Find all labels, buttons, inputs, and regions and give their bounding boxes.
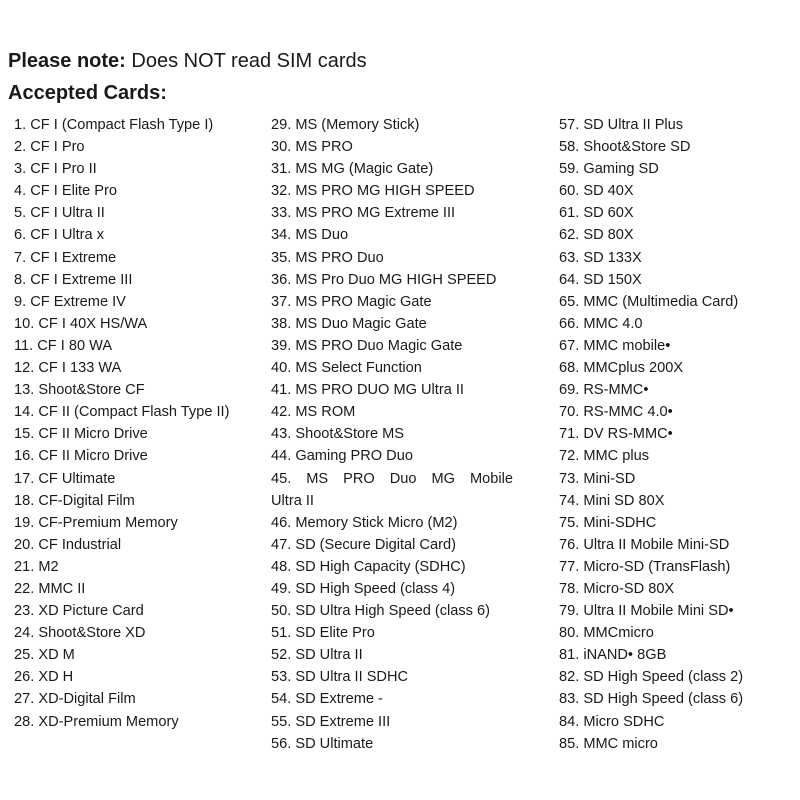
card-list-item: 5. CF I Ultra II xyxy=(14,205,105,222)
card-list-item: 51. SD Elite Pro xyxy=(271,625,375,642)
card-list-item: 69. RS-MMC• xyxy=(559,382,649,399)
card-list-item: 78. Micro-SD 80X xyxy=(559,580,675,597)
card-list-item: 84. Micro SDHC xyxy=(559,713,665,730)
card-list-item: 6. CF I Ultra x xyxy=(14,227,105,244)
card-list-item: 67. MMC mobile• xyxy=(559,337,671,354)
card-list-item: 65. MMC (Multimedia Card) xyxy=(559,293,739,310)
card-list-item: 59. Gaming SD xyxy=(559,161,659,178)
card-list-item: 48. SD High Capacity (SDHC) xyxy=(271,558,466,575)
card-list-item: 74. Mini SD 80X xyxy=(559,492,665,509)
card-list-item: 39. MS PRO Duo Magic Gate xyxy=(271,337,463,354)
card-list-item: 15. CF II Micro Drive xyxy=(14,426,148,443)
card-list-item: 4. CF I Elite Pro xyxy=(14,183,117,200)
card-list-item: 55. SD Extreme III xyxy=(271,713,391,730)
card-list-item: 85. MMC micro xyxy=(559,735,658,752)
card-list-item: 45. MS PRO Duo MG Mobile xyxy=(271,470,513,487)
card-list-item: 3. CF I Pro II xyxy=(14,161,97,178)
card-list-item: 66. MMC 4.0 xyxy=(559,315,643,332)
card-list-item: 53. SD Ultra II SDHC xyxy=(271,669,409,686)
card-list-item: 57. SD Ultra II Plus xyxy=(559,117,684,133)
card-list-item: 9. CF Extreme IV xyxy=(14,293,126,310)
card-list-item: 10. CF I 40X HS/WA xyxy=(14,315,148,332)
card-list-item: 62. SD 80X xyxy=(559,227,634,244)
card-list-item: 76. Ultra II Mobile Mini-SD xyxy=(559,536,730,553)
card-list-item: 79. Ultra II Mobile Mini SD• xyxy=(559,603,734,620)
card-list-item: 83. SD High Speed (class 6) xyxy=(559,691,744,708)
card-list-item: 29. MS (Memory Stick) xyxy=(271,117,420,133)
card-list-item: 64. SD 150X xyxy=(559,271,642,288)
card-list-column-2 xyxy=(271,114,521,755)
card-list-item: 36. MS Pro Duo MG HIGH SPEED xyxy=(271,271,497,288)
card-list-item: 16. CF II Micro Drive xyxy=(14,448,148,465)
card-list-item: 26. XD H xyxy=(14,669,74,686)
card-list-item: 77. Micro-SD (TransFlash) xyxy=(559,558,731,575)
card-list-item: 7. CF I Extreme xyxy=(14,249,117,266)
card-list-item: 24. Shoot&Store XD xyxy=(14,625,146,642)
card-list-item: 82. SD High Speed (class 2) xyxy=(559,669,744,686)
card-list-column-3 xyxy=(559,114,794,755)
card-list-item: 1. CF I (Compact Flash Type I) xyxy=(14,117,214,133)
card-list-item: 14. CF II (Compact Flash Type II) xyxy=(14,404,230,421)
card-list-item: 23. XD Picture Card xyxy=(14,603,144,620)
card-list-item: 46. Memory Stick Micro (M2) xyxy=(271,514,458,531)
card-list-item: 35. MS PRO Duo xyxy=(271,249,384,266)
card-list-item: 70. RS-MMC 4.0• xyxy=(559,404,673,421)
card-list-item: 44. Gaming PRO Duo xyxy=(271,448,413,465)
card-list-item: 61. SD 60X xyxy=(559,205,634,222)
card-list-item: 40. MS Select Function xyxy=(271,360,422,377)
card-list-item: 17. CF Ultimate xyxy=(14,470,116,487)
card-list-item: 71. DV RS-MMC• xyxy=(559,426,673,443)
card-list-item: 20. CF Industrial xyxy=(14,536,122,553)
card-list-item: 2. CF I Pro xyxy=(14,139,85,156)
card-list-item: 73. Mini-SD xyxy=(559,470,636,487)
card-list-item: 27. XD-Digital Film xyxy=(14,691,136,708)
card-list-item: 13. Shoot&Store CF xyxy=(14,382,145,399)
card-list-item: 68. MMCplus 200X xyxy=(559,360,684,377)
card-list-item: 50. SD Ultra High Speed (class 6) xyxy=(271,603,490,620)
card-list-item: 75. Mini-SDHC xyxy=(559,514,657,531)
card-list-item: 37. MS PRO Magic Gate xyxy=(271,293,432,310)
card-list-item: 72. MMC plus xyxy=(559,448,650,465)
card-list-item: 60. SD 40X xyxy=(559,183,634,200)
card-list-item: 22. MMC II xyxy=(14,580,86,597)
card-list-item: 21. M2 xyxy=(14,558,59,575)
card-list-column-1 xyxy=(14,114,264,733)
card-list-item: 8. CF I Extreme III xyxy=(14,271,133,288)
card-list-item: 58. Shoot&Store SD xyxy=(559,139,691,156)
card-list-item: 49. SD High Speed (class 4) xyxy=(271,580,456,597)
card-list-item: 52. SD Ultra II xyxy=(271,647,363,664)
card-list-item: 19. CF-Premium Memory xyxy=(14,514,178,531)
card-list-item: 54. SD Extreme - xyxy=(271,691,383,708)
card-list-item: 80. MMCmicro xyxy=(559,625,654,642)
card-list-item: 18. CF-Digital Film xyxy=(14,492,135,509)
card-list-item: 32. MS PRO MG HIGH SPEED xyxy=(271,183,475,200)
note-text: Does NOT read SIM cards xyxy=(125,50,367,72)
card-list-item: 63. SD 133X xyxy=(559,249,642,266)
card-list-item: 81. iNAND• 8GB xyxy=(559,647,667,664)
card-list-item: 28. XD-Premium Memory xyxy=(14,713,179,730)
card-list-item: 11. CF I 80 WA xyxy=(14,337,113,354)
card-list-item: 38. MS Duo Magic Gate xyxy=(271,315,427,332)
card-list-item: 43. Shoot&Store MS xyxy=(271,426,405,443)
card-list-item: 56. SD Ultimate xyxy=(271,735,374,752)
card-list-item: 12. CF I 133 WA xyxy=(14,360,122,377)
card-list-item: 41. MS PRO DUO MG Ultra II xyxy=(271,382,464,399)
card-list-item: 47. SD (Secure Digital Card) xyxy=(271,536,456,553)
card-list-item: Ultra II xyxy=(271,492,314,509)
card-list-item: 42. MS ROM xyxy=(271,404,356,421)
card-list-item: 33. MS PRO MG Extreme III xyxy=(271,205,456,222)
card-list-item: 34. MS Duo xyxy=(271,227,349,244)
note-label: Please note: xyxy=(8,50,126,72)
accepted-cards-heading: Accepted Cards: xyxy=(8,82,167,104)
card-list-item: 30. MS PRO xyxy=(271,139,353,156)
sim-card-note xyxy=(8,48,367,74)
card-list-item: 31. MS MG (Magic Gate) xyxy=(271,161,434,178)
card-list-item: 25. XD M xyxy=(14,647,75,664)
